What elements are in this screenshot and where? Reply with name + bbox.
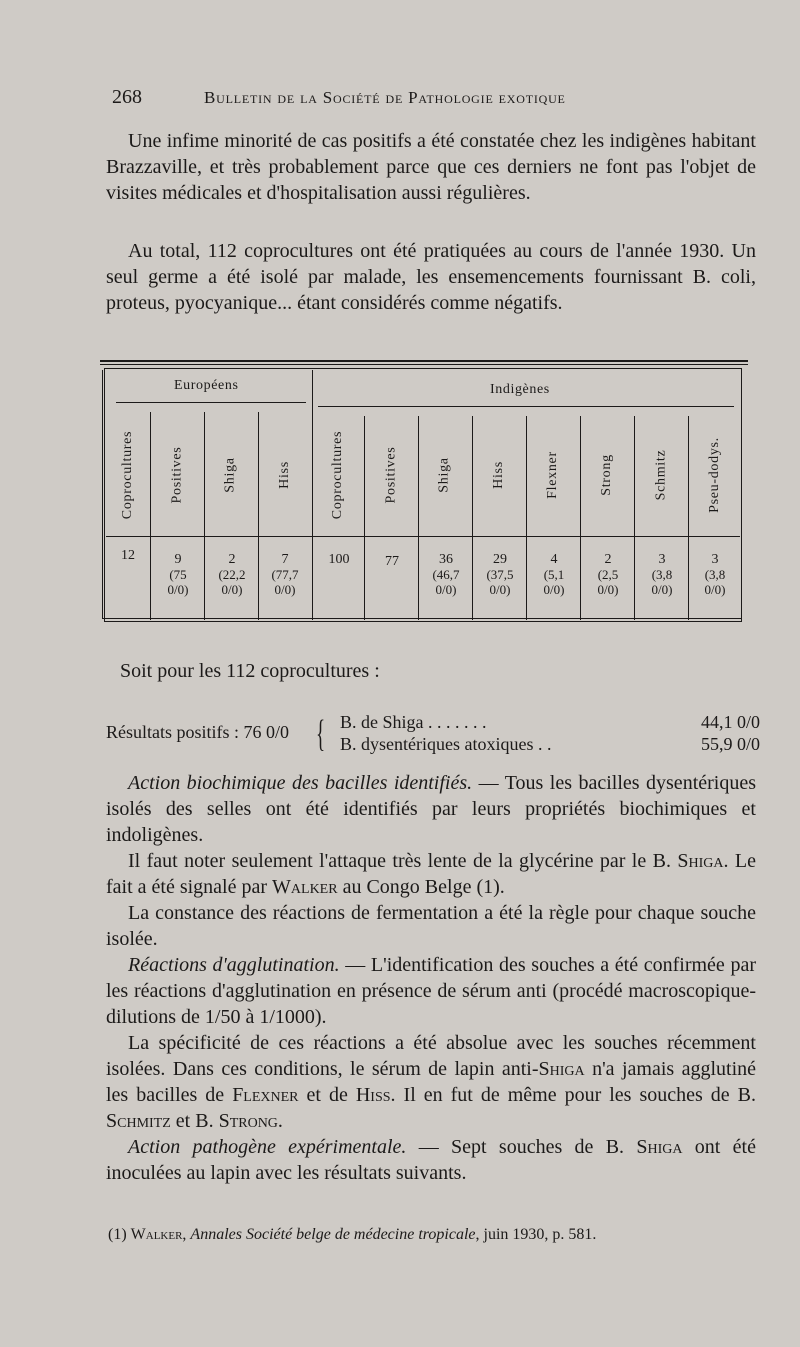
- cell-shiga-eu: 2 (22,2 0/0): [218, 552, 246, 597]
- section-title: Action biochimique des bacilles identifiés.: [128, 772, 473, 794]
- col-head-positives-ind: Positives: [383, 446, 398, 504]
- cell-hiss-ind: 29 (37,5 0/0): [486, 552, 514, 597]
- result-shiga-label: B. de Shiga . . . . . . .: [340, 712, 487, 732]
- group-divider: [312, 370, 313, 620]
- column-divider: [204, 412, 205, 620]
- brace-europeens: [116, 402, 306, 415]
- result-shiga-value: 44,1 0/0: [700, 712, 760, 732]
- group-indigenes: Indigènes: [490, 382, 550, 397]
- column-divider: [580, 416, 581, 620]
- paragraph-2: [106, 238, 756, 316]
- col-head-strong: Strong: [599, 454, 615, 496]
- page-header: [112, 86, 752, 116]
- paragraph-1: [106, 128, 756, 206]
- results-summary: [106, 712, 766, 762]
- table-top-rule-thin: [100, 364, 748, 365]
- cell-coprocultures-eu: 12: [121, 548, 135, 563]
- footnote: (1) Walker, Annales Société belge de médecine tropicale, juin 1930, p. 581.: [108, 1226, 597, 1243]
- cell-shiga-ind: 36 (46,7 0/0): [432, 552, 460, 597]
- cell-schmitz: 3 (3,8 0/0): [651, 552, 673, 597]
- results-table: [100, 360, 748, 630]
- header-rule: [106, 536, 740, 537]
- cell-coprocultures-ind: 100: [328, 552, 350, 567]
- column-divider: [472, 416, 473, 620]
- col-head-hiss-ind: Hiss: [490, 461, 506, 489]
- cell-strong: 2 (2,5 0/0): [597, 552, 619, 597]
- col-head-coprocultures-ind: Coprocultures: [330, 430, 346, 520]
- column-divider: [364, 416, 365, 620]
- col-head-shiga-ind: Shiga: [436, 457, 452, 493]
- paragraph-specificite: La spécificité de ces réactions a été absolue avec les souches récemment isolées. Dans ces conditions, le sérum de lapin anti-Shiga n'a jamais agglutiné les bacilles de Flexner et de Hiss. Il en fut de même pour les souches de B. Schmitz et B. Strong.: [106, 1032, 756, 1132]
- brace-symbol: {: [316, 713, 326, 755]
- paragraph-biochimique: Action biochimique des bacilles identifiés. — Tous les bacilles dysentériques isolés des selles ont été identifiés par leurs propriétés biochimiques et indoligènes.: [106, 772, 756, 846]
- paragraph-text: Au total, 112 coprocultures ont été pratiquées au cours de l'année 1930. Un seul germe a été isolé par malade, les ensemencements fournissant B. coli, proteus, pyocyanique... étant considérés comme négatifs.: [106, 240, 756, 314]
- col-head-shiga-eu: Shiga: [222, 457, 238, 493]
- col-head-hiss-eu: Hiss: [276, 461, 292, 489]
- group-europeens: Européens: [174, 378, 239, 393]
- paragraph-agglutination: Réactions d'agglutination. — L'identification des souches a été confirmée par les réactions d'agglutination en présence de sérum anti (procédé macroscopique-dilutions de 1/50 à 1/1000).: [106, 954, 756, 1028]
- paragraph-fermentation: La constance des réactions de fermentation a été la règle pour chaque souche isolée.: [106, 902, 756, 950]
- cell-positives-eu: 9 (75 0/0): [167, 552, 189, 597]
- summary-intro: Soit pour les 112 coprocultures :: [120, 660, 380, 682]
- table-top-rule: [100, 360, 748, 362]
- col-head-schmitz: Schmitz: [653, 449, 669, 501]
- section-title: Réactions d'agglutination.: [128, 954, 340, 976]
- cell-flexner: 4 (5,1 0/0): [543, 552, 565, 597]
- cell-hiss-eu: 7 (77,7 0/0): [271, 552, 299, 597]
- column-divider: [634, 416, 635, 620]
- col-head-coprocultures-eu: Coprocultures: [120, 430, 136, 520]
- cell-positives-ind: 77: [385, 554, 399, 569]
- section-title: Action pathogène expérimentale.: [128, 1136, 407, 1158]
- column-divider: [418, 416, 419, 620]
- column-divider: [526, 416, 527, 620]
- col-head-flexner: Flexner: [545, 451, 561, 499]
- cell-pseudodys: 3 (3,8 0/0): [704, 552, 726, 597]
- result-atoxiques-value: 55,9 0/0: [700, 734, 760, 754]
- column-divider: [150, 412, 151, 620]
- result-atoxiques-label: B. dysentériques atoxiques . .: [340, 734, 552, 754]
- body-text: [106, 770, 756, 1186]
- paragraph-pathogene: Action pathogène expérimentale. — Sept souches de B. Shiga ont été inoculées au lapin avec les résultats suivants.: [106, 1136, 756, 1184]
- col-head-positives-eu: Positives: [169, 446, 184, 504]
- paragraph-text: Une infime minorité de cas positifs a été constatée chez les indigènes habitant Brazzaville, et très probablement parce que ces derniers ne font pas l'objet de visites médicales et d'hospitalisation aussi régulières.: [106, 130, 756, 204]
- paragraph-glycerine: Il faut noter seulement l'attaque très lente de la glycérine par le B. Shiga. Le fait a été signalé par Walker au Congo Belge (1).: [106, 850, 756, 898]
- results-label: Résultats positifs : 76 0/0: [106, 722, 290, 742]
- page-number: 268: [112, 86, 142, 108]
- running-title: Bulletin de la Société de Pathologie exotique: [204, 88, 566, 107]
- col-head-pseudodys: Pseu-dodys.: [707, 437, 723, 513]
